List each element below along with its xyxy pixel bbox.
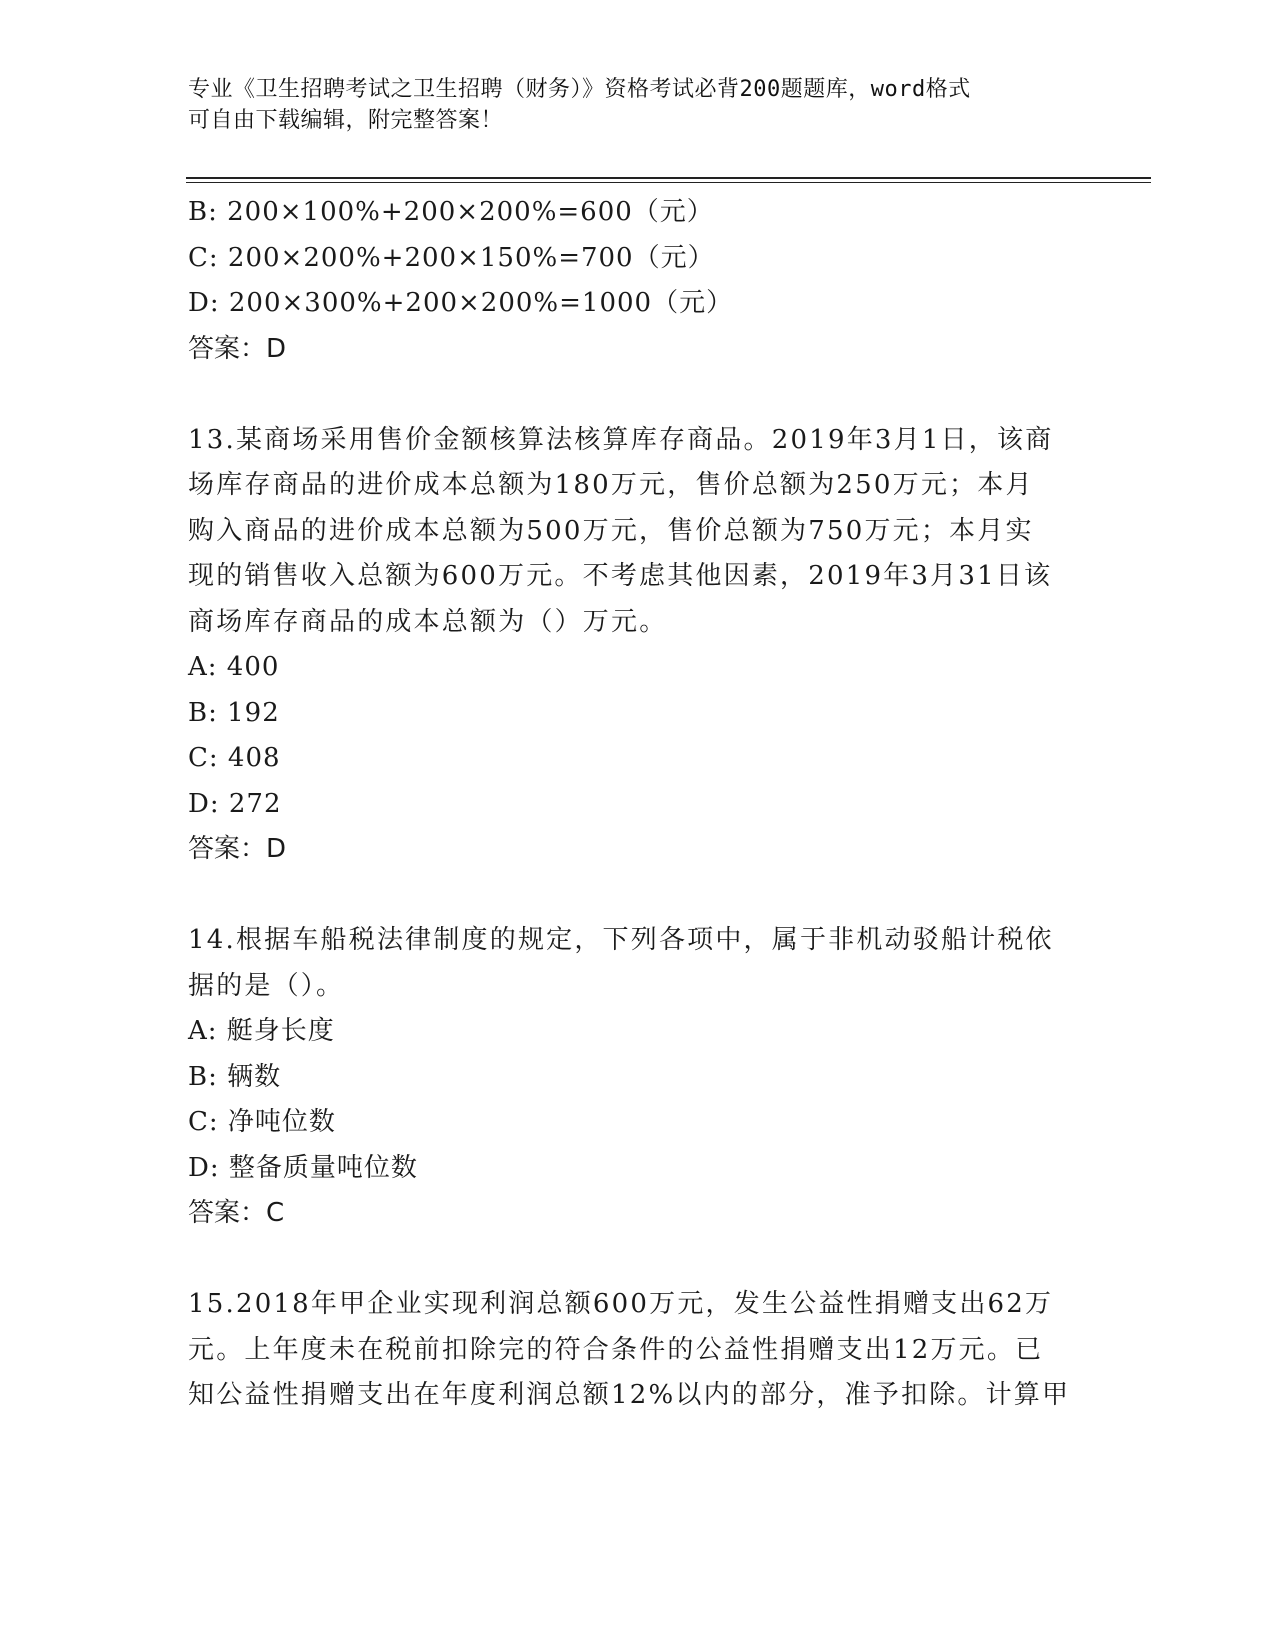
question-12 [188, 190, 1088, 372]
answer-line: 答案：C [188, 1198, 285, 1228]
question-text-line: 知公益性捐赠支出在年度利润总额12%以内的部分，准予扣除。计算甲 [188, 1380, 1071, 1410]
header-title-line-1: 专业《卫生招聘考试之卫生招聘（财务）》资格考试必背200题题库，word格式 [188, 77, 971, 102]
document-header [188, 74, 1088, 136]
question-text-line: 场库存商品的进价成本总额为180万元，售价总额为250万元；本月 [188, 470, 1034, 500]
option-b: B: 200×100%+200×200%=600（元） [188, 197, 714, 227]
question-text-line: 元。上年度未在税前扣除完的符合条件的公益性捐赠支出12万元。已 [188, 1334, 1044, 1365]
question-text-line: 据的是（）。 [188, 970, 345, 1001]
option-d: D: 272 [188, 788, 282, 819]
question-text-line: 14.根据车船税法律制度的规定，下列各项中，属于非机动驳船计税依 [188, 925, 1054, 955]
spacer [188, 1237, 1088, 1283]
option-a: A: 400 [188, 652, 280, 682]
question-text-line: 13.某商场采用售价金额核算法核算库存商品。2019年3月1日，该商 [188, 424, 1054, 455]
option-b: B: 辆数 [188, 1061, 282, 1092]
question-15 [188, 1282, 1088, 1419]
option-c: C: 净吨位数 [188, 1107, 336, 1137]
option-d: D: 200×300%+200×200%=1000（元） [188, 288, 734, 318]
document-body [188, 190, 1088, 1419]
question-text-line: 15.2018年甲企业实现利润总额600万元，发生公益性捐赠支出62万 [188, 1289, 1054, 1319]
question-text [188, 918, 1088, 1009]
answer-line: 答案：D [188, 333, 287, 364]
option-c: C: 408 [188, 743, 281, 773]
question-text [188, 1282, 1088, 1419]
question-13 [188, 418, 1088, 873]
option-d: D: 整备质量吨位数 [188, 1152, 418, 1183]
option-a: A: 艇身长度 [188, 1016, 335, 1046]
question-14 [188, 918, 1088, 1237]
header-divider-thick [186, 177, 1151, 179]
spacer [188, 372, 1088, 418]
answer-line: 答案：D [188, 834, 287, 864]
header-title-line-2: 可自由下载编辑，附完整答案！ [188, 108, 504, 133]
question-text-line: 现的销售收入总额为600万元。不考虑其他因素，2019年3月31日该 [188, 561, 1053, 591]
header-divider-thin [186, 182, 1151, 183]
option-b: B: 192 [188, 697, 280, 728]
question-text-line: 购入商品的进价成本总额为500万元，售价总额为750万元；本月实 [188, 515, 1034, 546]
question-text-line: 商场库存商品的成本总额为（）万元。 [188, 606, 668, 637]
option-c: C: 200×200%+200×150%=700（元） [188, 242, 715, 273]
spacer [188, 873, 1088, 919]
question-text [188, 418, 1088, 646]
